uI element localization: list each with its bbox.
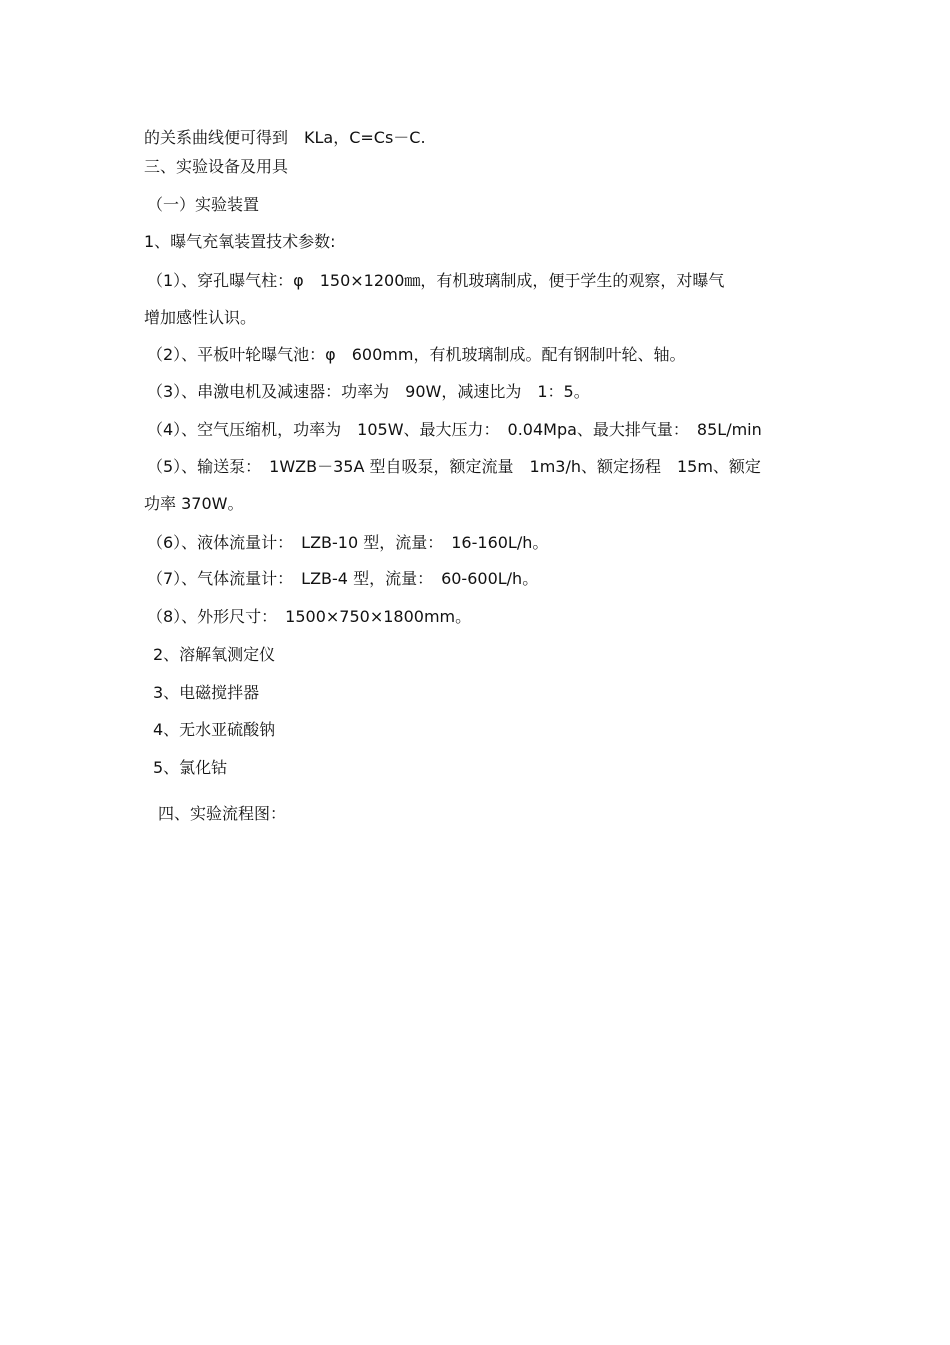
item-transfer-pump-continued: 功率 370W。 [144, 494, 244, 513]
item-motor-reducer: （3）、串激电机及减速器：功率为 90W，减速比为 1：5。 [147, 382, 590, 401]
item-sodium-sulfite: 4、无水亚硫酸钠 [153, 720, 276, 739]
item-aeration-parameters: 1、曝气充氧装置技术参数: [144, 232, 336, 251]
item-aeration-column: （1）、穿孔曝气柱：φ 150×1200㎜，有机玻璃制成，便于学生的观察，对曝气 [147, 271, 725, 290]
item-air-compressor: （4）、空气压缩机，功率为 105W、最大压力： 0.04Mpa、最大排气量： 85L/min [147, 420, 762, 439]
item-magnetic-stirrer: 3、电磁搅拌器 [153, 683, 260, 702]
item-cobalt-chloride: 5、氯化钴 [153, 758, 228, 777]
subsection-heading-apparatus: （一）实验装置 [147, 195, 260, 214]
text-line-kla-formula: 的关系曲线便可得到 KLa，C=Cs－C. [144, 128, 426, 147]
section-heading-flowchart: 四、实验流程图： [158, 804, 287, 823]
item-liquid-flowmeter: （6）、液体流量计： LZB-10 型，流量： 16-160L/h。 [147, 533, 549, 552]
item-aeration-column-continued: 增加感性认识。 [144, 308, 257, 327]
item-transfer-pump: （5）、输送泵： 1WZB－35A 型自吸泵，额定流量 1m3/h、额定扬程 15m、额定 [147, 457, 761, 476]
item-dimensions: （8）、外形尺寸： 1500×750×1800mm。 [147, 607, 472, 626]
item-gas-flowmeter: （7）、气体流量计： LZB-4 型，流量： 60-600L/h。 [147, 569, 539, 588]
section-heading-equipment: 三、实验设备及用具 [144, 157, 289, 176]
item-impeller-tank: （2）、平板叶轮曝气池：φ 600mm，有机玻璃制成。配有钢制叶轮、轴。 [147, 345, 686, 364]
item-do-meter: 2、溶解氧测定仪 [153, 645, 276, 664]
